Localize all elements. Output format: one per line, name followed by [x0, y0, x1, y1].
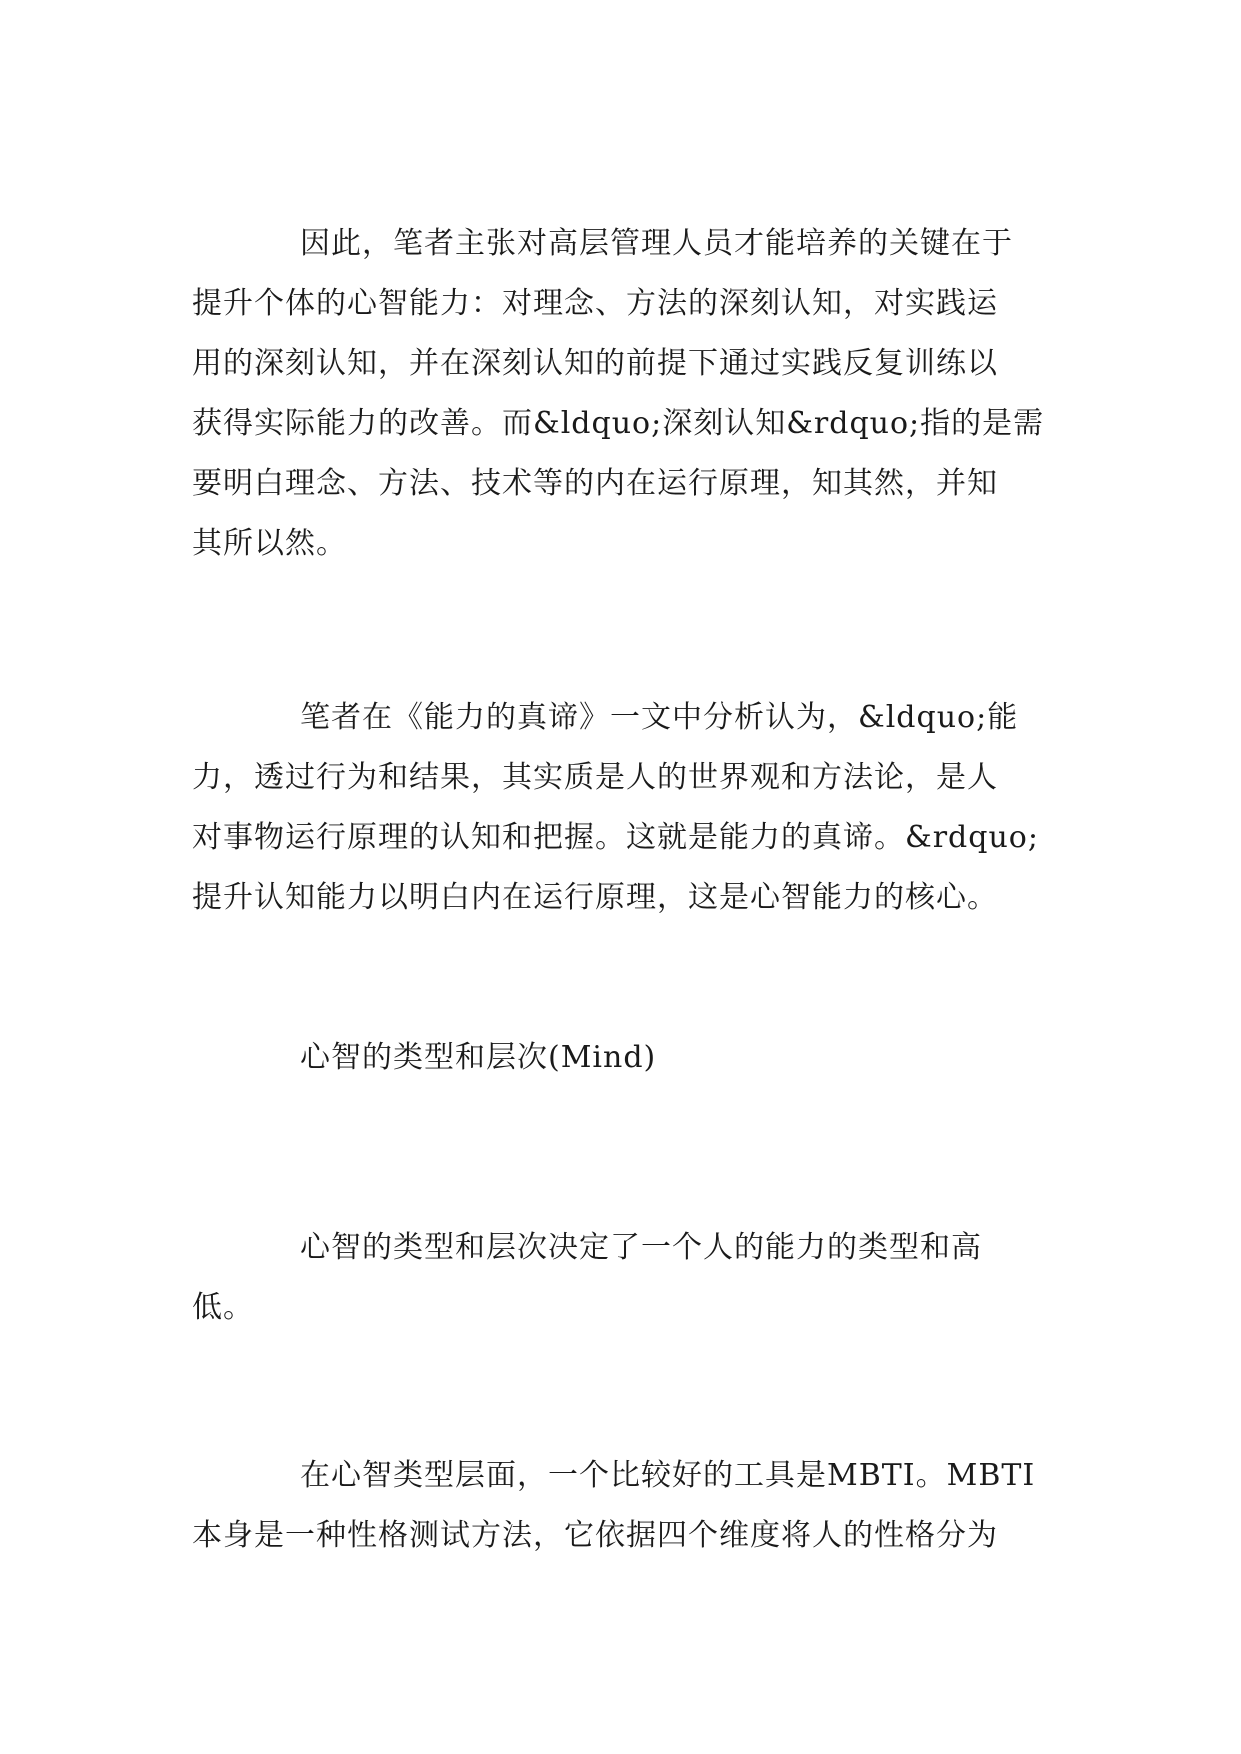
text-line: 获得实际能力的改善。而&ldquo;深刻认知&rdquo;指的是需 — [192, 406, 1045, 441]
text-line: 因此，笔者主张对高层管理人员才能培养的关键在于 — [300, 226, 1013, 261]
text-line: 对事物运行原理的认知和把握。这就是能力的真谛。&rdquo; — [192, 820, 1039, 855]
text-line: 本身是一种性格测试方法，它依据四个维度将人的性格分为 — [192, 1518, 998, 1553]
text-line: 心智的类型和层次(Mind) — [300, 1040, 657, 1075]
text-line: 用的深刻认知，并在深刻认知的前提下通过实践反复训练以 — [192, 346, 998, 381]
text-line: 提升认知能力以明白内在运行原理，这是心智能力的核心。 — [192, 880, 998, 915]
text-line: 要明白理念、方法、技术等的内在运行原理，知其然，并知 — [192, 466, 998, 501]
text-line: 在心智类型层面，一个比较好的工具是MBTI。MBTI — [300, 1458, 1036, 1493]
text-line: 低。 — [192, 1290, 254, 1325]
text-line: 提升个体的心智能力：对理念、方法的深刻认知，对实践运 — [192, 286, 998, 321]
paragraph-mind-types-levels — [192, 1218, 982, 1338]
text-line: 心智的类型和层次决定了一个人的能力的类型和高 — [300, 1230, 982, 1265]
text-line: 力，透过行为和结果，其实质是人的世界观和方法论，是人 — [192, 760, 998, 795]
section-heading-mind — [192, 1028, 656, 1088]
paragraph-essence-of-ability — [192, 688, 1039, 928]
paragraph-mbti — [192, 1446, 1035, 1566]
text-line: 其所以然。 — [192, 526, 347, 561]
text-line: 笔者在《能力的真谛》一文中分析认为，&ldquo;能 — [300, 700, 1019, 735]
paragraph-core-of-training — [192, 214, 1044, 574]
